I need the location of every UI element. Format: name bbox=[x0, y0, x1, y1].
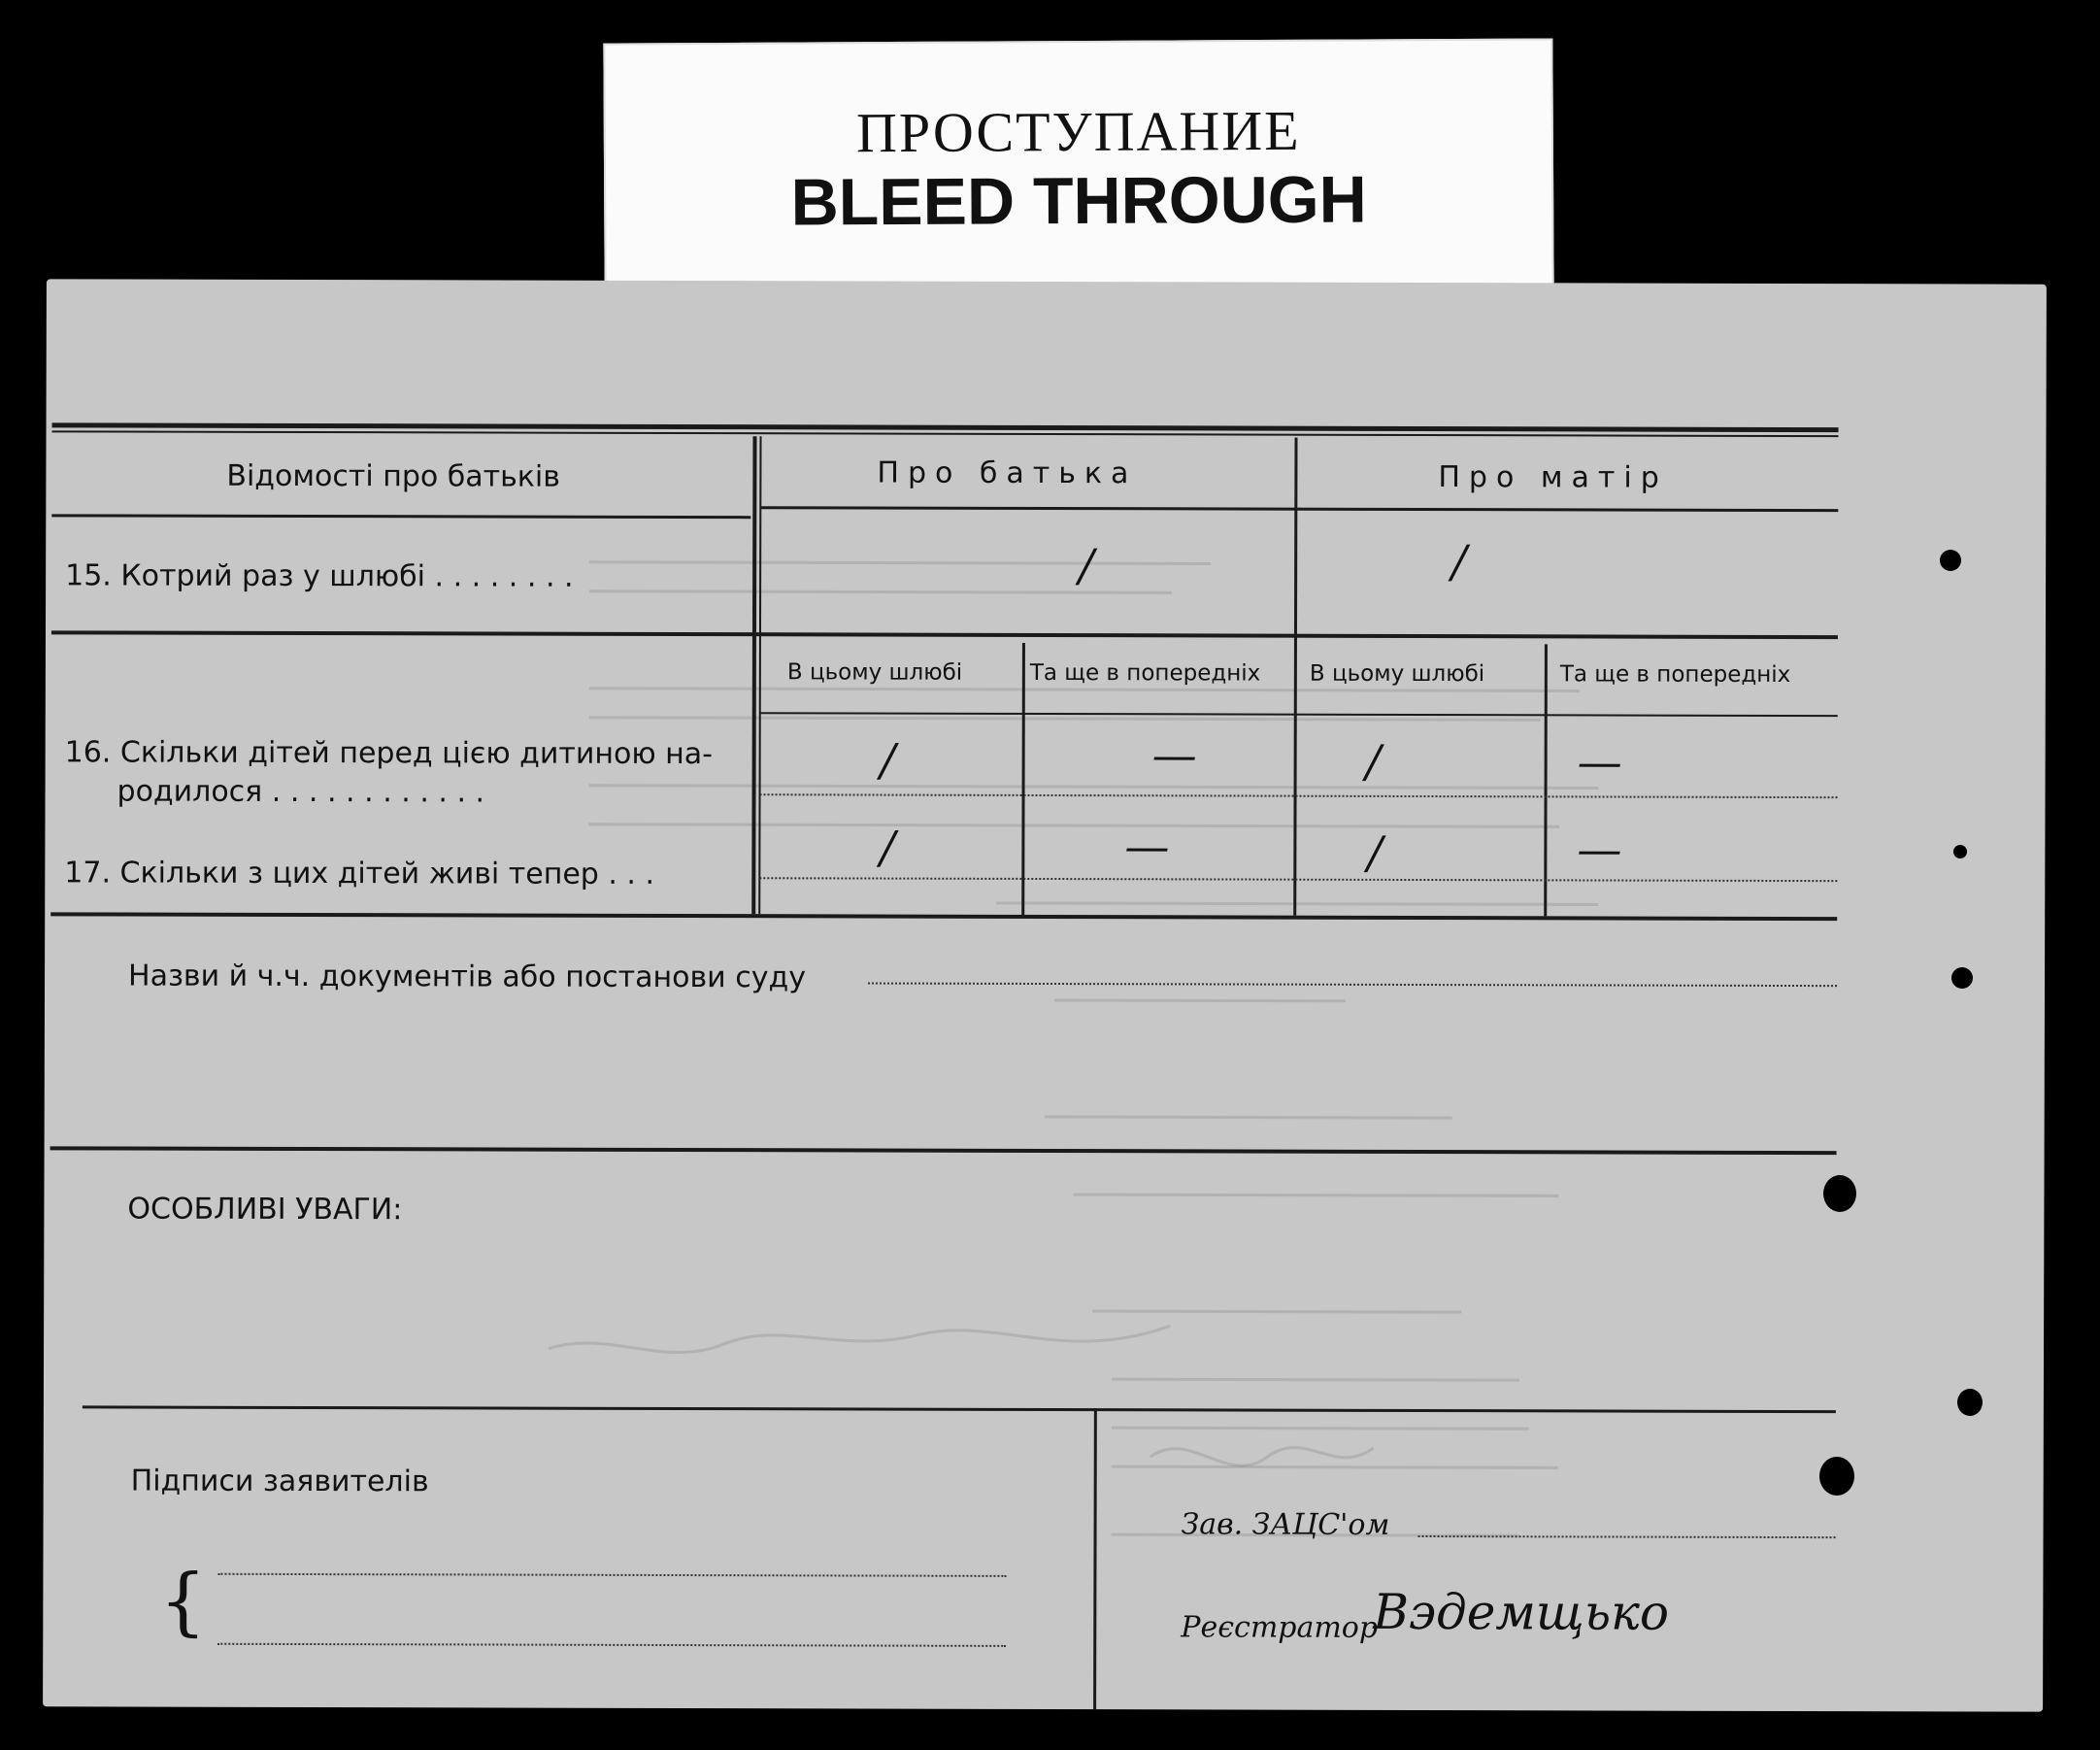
subhdr-father-this: В цьому шлюбі bbox=[786, 659, 963, 686]
binder-hole-5 bbox=[1957, 1389, 1983, 1416]
notes-label: ОСОБЛИВІ УВАГИ: bbox=[127, 1192, 403, 1228]
label-english: BLEED THROUGH bbox=[790, 162, 1367, 240]
row17-mother-this: / bbox=[1367, 825, 1383, 879]
row16-label-line1: 16. Скільки дітей перед цією дитиною на- bbox=[64, 735, 714, 772]
signatures-label: Підписи заявителів bbox=[130, 1464, 429, 1499]
header-mother-label: Про матір bbox=[1438, 460, 1668, 495]
row16-mother-prev: — bbox=[1577, 735, 1622, 789]
signatures-brace: { bbox=[159, 1557, 207, 1644]
form-sheet bbox=[43, 279, 2047, 1711]
subhdr-mother-this: В цьому шлюбі bbox=[1309, 660, 1485, 688]
registrar-signature: Вэдемщько bbox=[1373, 1583, 1670, 1641]
registrar-label: Реєстратор bbox=[1181, 1610, 1379, 1645]
row16-father-prev: — bbox=[1151, 728, 1197, 782]
row15-mother-value: / bbox=[1451, 535, 1467, 589]
header-father-label: Про батька bbox=[877, 455, 1138, 491]
row17-father-prev: — bbox=[1124, 820, 1170, 873]
bleed-through-label-card bbox=[603, 38, 1553, 289]
binder-hole-4 bbox=[1823, 1175, 1856, 1212]
binder-hole-1 bbox=[1940, 550, 1961, 571]
row17-father-this: / bbox=[880, 821, 895, 874]
row15-label: 15. Котрий раз у шлюбі . . . . . . . . bbox=[65, 558, 574, 594]
binder-hole-3 bbox=[1951, 967, 1973, 989]
subhdr-father-prev: Та ще в попередніх bbox=[1029, 659, 1261, 687]
header-info-label: Відомості про батьків bbox=[226, 458, 561, 494]
row17-label: 17. Скільки з цих дітей живі тепер . . . bbox=[64, 856, 655, 892]
row16-label-line2: родилося . . . . . . . . . . . . bbox=[117, 774, 485, 810]
subhdr-mother-prev: Та ще в попередніх bbox=[1559, 661, 1791, 689]
row16-father-this: / bbox=[880, 733, 896, 787]
row16-mother-this: / bbox=[1365, 734, 1382, 788]
binder-hole-2 bbox=[1953, 845, 1967, 858]
row15-father-value: / bbox=[1079, 539, 1094, 592]
binder-hole-6 bbox=[1819, 1457, 1854, 1496]
documents-label: Назви й ч.ч. документів або постанови суду bbox=[128, 959, 807, 995]
label-russian: ПРОСТУПАНИЕ bbox=[855, 98, 1301, 165]
row17-mother-prev: — bbox=[1577, 823, 1622, 876]
head-label: Зав. ЗАЦС'ом bbox=[1181, 1507, 1390, 1542]
